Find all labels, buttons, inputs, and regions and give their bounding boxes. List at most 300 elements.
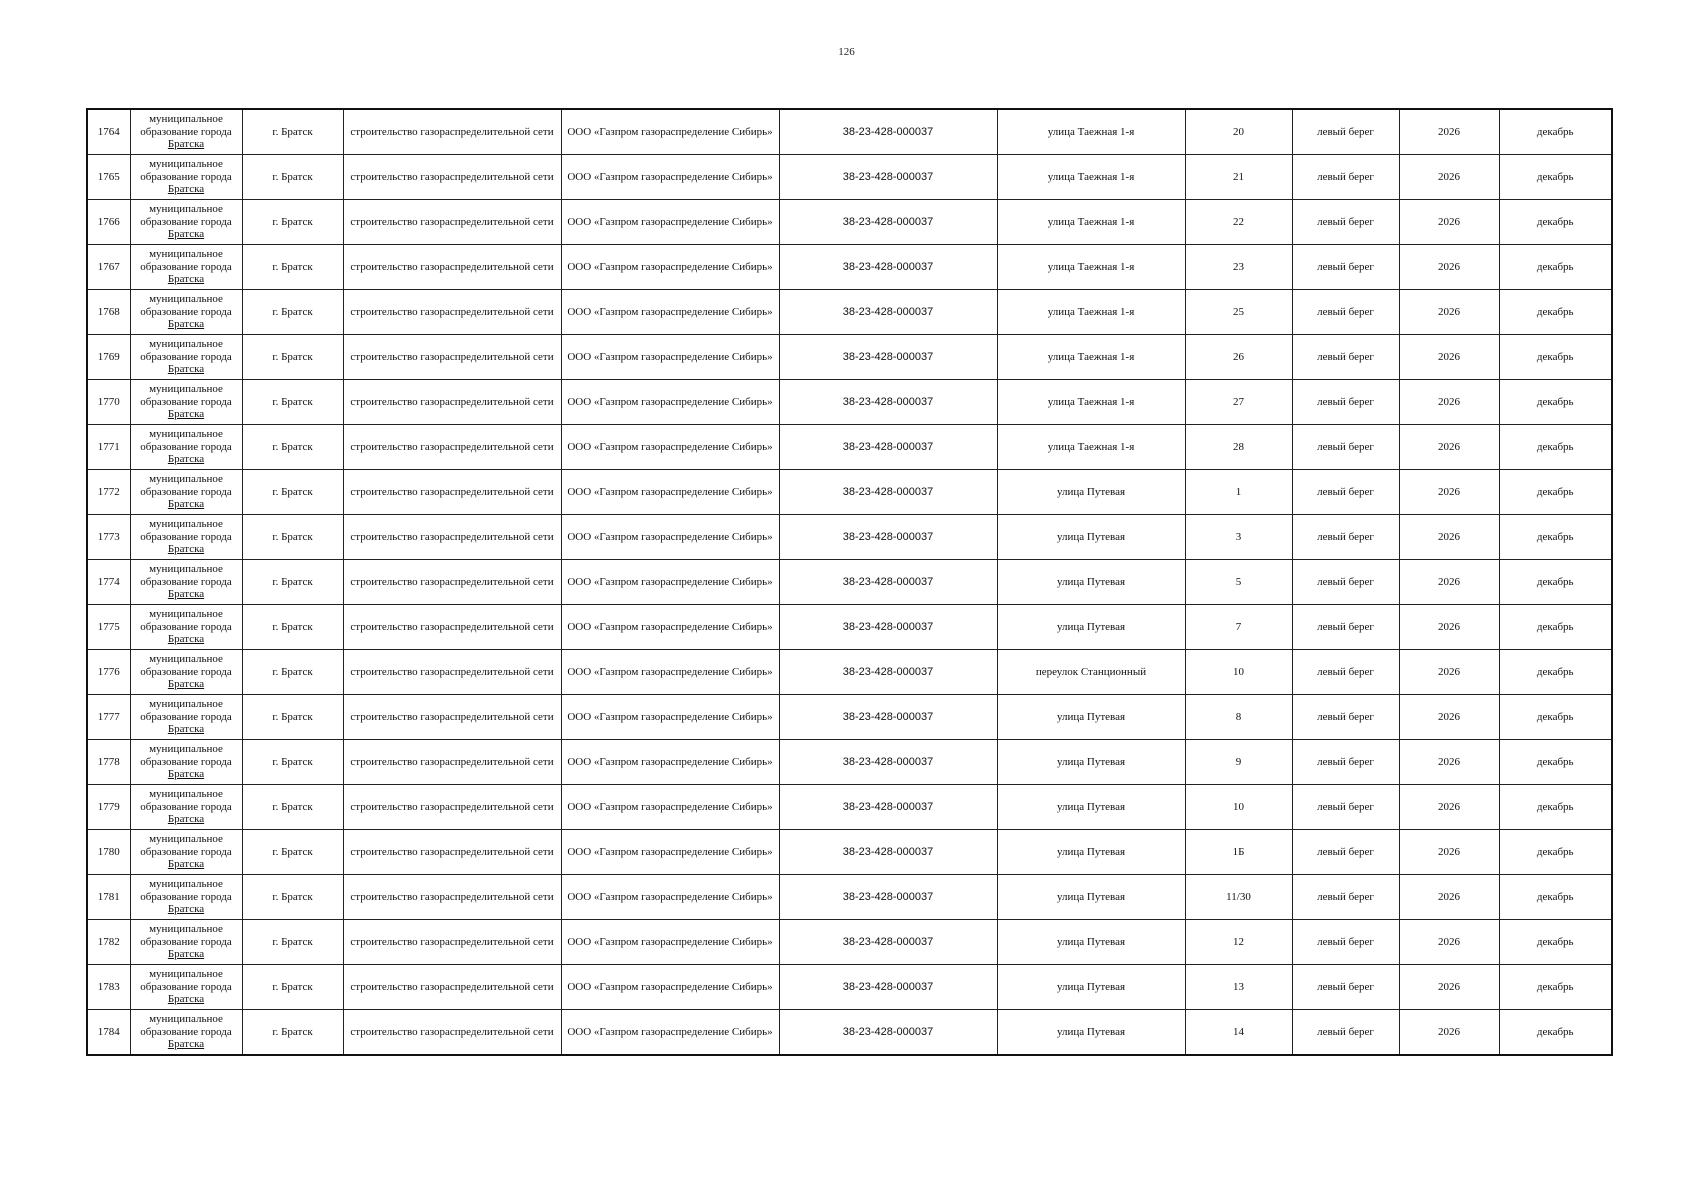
house-number-cell: 14 bbox=[1185, 1010, 1292, 1056]
municipality-cell bbox=[130, 740, 242, 785]
city-cell: г. Братск bbox=[242, 605, 343, 650]
city-cell: г. Братск bbox=[242, 290, 343, 335]
row-number-cell: 1784 bbox=[87, 1010, 130, 1056]
organization-cell: ООО «Газпром газораспределение Сибирь» bbox=[561, 245, 779, 290]
month-cell: декабрь bbox=[1499, 650, 1612, 695]
municipality-line: муниципальное bbox=[149, 383, 223, 396]
row-number-cell: 1782 bbox=[87, 920, 130, 965]
municipality-line: Братска bbox=[167, 723, 205, 736]
work-type-cell: строительство газораспределительной сети bbox=[343, 109, 561, 155]
year-cell: 2026 bbox=[1399, 1010, 1499, 1056]
object-code-cell: 38-23-428-000037 bbox=[779, 785, 997, 830]
work-type-cell: строительство газораспределительной сети bbox=[343, 650, 561, 695]
month-cell: декабрь bbox=[1499, 875, 1612, 920]
city-cell: г. Братск bbox=[242, 380, 343, 425]
street-cell: улица Таежная 1-я bbox=[997, 109, 1185, 155]
house-number-cell: 9 bbox=[1185, 740, 1292, 785]
schedule-table bbox=[86, 108, 1613, 1056]
municipality-line: Братска bbox=[167, 768, 205, 781]
municipality-cell bbox=[130, 335, 242, 380]
municipality-line: образование города bbox=[140, 755, 232, 768]
house-number-cell: 22 bbox=[1185, 200, 1292, 245]
year-cell: 2026 bbox=[1399, 245, 1499, 290]
object-code-cell: 38-23-428-000037 bbox=[779, 965, 997, 1010]
year-cell: 2026 bbox=[1399, 965, 1499, 1010]
object-code-cell: 38-23-428-000037 bbox=[779, 650, 997, 695]
row-number-cell: 1773 bbox=[87, 515, 130, 560]
street-cell: улица Таежная 1-я bbox=[997, 380, 1185, 425]
year-cell: 2026 bbox=[1399, 109, 1499, 155]
river-bank-cell: левый берег bbox=[1292, 740, 1399, 785]
house-number-cell: 10 bbox=[1185, 785, 1292, 830]
table-row bbox=[87, 109, 1612, 155]
organization-cell: ООО «Газпром газораспределение Сибирь» bbox=[561, 740, 779, 785]
house-number-cell: 26 bbox=[1185, 335, 1292, 380]
municipality-line: образование города bbox=[140, 665, 232, 678]
row-number-cell: 1777 bbox=[87, 695, 130, 740]
work-type-cell: строительство газораспределительной сети bbox=[343, 965, 561, 1010]
work-type-cell: строительство газораспределительной сети bbox=[343, 1010, 561, 1056]
municipality-line: муниципальное bbox=[149, 653, 223, 666]
river-bank-cell: левый берег bbox=[1292, 605, 1399, 650]
organization-cell: ООО «Газпром газораспределение Сибирь» bbox=[561, 155, 779, 200]
river-bank-cell: левый берег bbox=[1292, 650, 1399, 695]
city-cell: г. Братск bbox=[242, 875, 343, 920]
municipality-cell bbox=[130, 515, 242, 560]
month-cell: декабрь bbox=[1499, 335, 1612, 380]
table-row bbox=[87, 155, 1612, 200]
month-cell: декабрь bbox=[1499, 830, 1612, 875]
year-cell: 2026 bbox=[1399, 200, 1499, 245]
municipality-cell bbox=[130, 109, 242, 155]
organization-cell: ООО «Газпром газораспределение Сибирь» bbox=[561, 109, 779, 155]
municipality-line: муниципальное bbox=[149, 473, 223, 486]
river-bank-cell: левый берег bbox=[1292, 245, 1399, 290]
object-code-cell: 38-23-428-000037 bbox=[779, 245, 997, 290]
house-number-cell: 1Б bbox=[1185, 830, 1292, 875]
table-row bbox=[87, 560, 1612, 605]
municipality-line: образование города bbox=[140, 530, 232, 543]
organization-cell: ООО «Газпром газораспределение Сибирь» bbox=[561, 290, 779, 335]
city-cell: г. Братск bbox=[242, 740, 343, 785]
river-bank-cell: левый берег bbox=[1292, 200, 1399, 245]
street-cell: улица Путевая bbox=[997, 1010, 1185, 1056]
organization-cell: ООО «Газпром газораспределение Сибирь» bbox=[561, 515, 779, 560]
month-cell: декабрь bbox=[1499, 560, 1612, 605]
work-type-cell: строительство газораспределительной сети bbox=[343, 155, 561, 200]
object-code-cell: 38-23-428-000037 bbox=[779, 515, 997, 560]
municipality-cell bbox=[130, 695, 242, 740]
organization-cell: ООО «Газпром газораспределение Сибирь» bbox=[561, 200, 779, 245]
row-number-cell: 1768 bbox=[87, 290, 130, 335]
street-cell: переулок Станционный bbox=[997, 650, 1185, 695]
municipality-line: муниципальное bbox=[149, 203, 223, 216]
municipality-line: Братска bbox=[167, 183, 205, 196]
year-cell: 2026 bbox=[1399, 470, 1499, 515]
municipality-cell bbox=[130, 650, 242, 695]
month-cell: декабрь bbox=[1499, 605, 1612, 650]
organization-cell: ООО «Газпром газораспределение Сибирь» bbox=[561, 695, 779, 740]
municipality-line: муниципальное bbox=[149, 518, 223, 531]
year-cell: 2026 bbox=[1399, 830, 1499, 875]
object-code-cell: 38-23-428-000037 bbox=[779, 740, 997, 785]
year-cell: 2026 bbox=[1399, 290, 1499, 335]
house-number-cell: 13 bbox=[1185, 965, 1292, 1010]
year-cell: 2026 bbox=[1399, 695, 1499, 740]
month-cell: декабрь bbox=[1499, 1010, 1612, 1056]
municipality-line: образование города bbox=[140, 215, 232, 228]
municipality-cell bbox=[130, 875, 242, 920]
house-number-cell: 27 bbox=[1185, 380, 1292, 425]
work-type-cell: строительство газораспределительной сети bbox=[343, 875, 561, 920]
row-number-cell: 1769 bbox=[87, 335, 130, 380]
object-code-cell: 38-23-428-000037 bbox=[779, 290, 997, 335]
municipality-line: образование города bbox=[140, 260, 232, 273]
municipality-line: образование города bbox=[140, 620, 232, 633]
work-type-cell: строительство газораспределительной сети bbox=[343, 695, 561, 740]
house-number-cell: 8 bbox=[1185, 695, 1292, 740]
municipality-line: образование города bbox=[140, 125, 232, 138]
house-number-cell: 7 bbox=[1185, 605, 1292, 650]
organization-cell: ООО «Газпром газораспределение Сибирь» bbox=[561, 380, 779, 425]
river-bank-cell: левый берег bbox=[1292, 515, 1399, 560]
table-row bbox=[87, 875, 1612, 920]
municipality-line: муниципальное bbox=[149, 968, 223, 981]
table-row bbox=[87, 740, 1612, 785]
row-number-cell: 1770 bbox=[87, 380, 130, 425]
municipality-cell bbox=[130, 425, 242, 470]
work-type-cell: строительство газораспределительной сети bbox=[343, 920, 561, 965]
table-row bbox=[87, 605, 1612, 650]
work-type-cell: строительство газораспределительной сети bbox=[343, 245, 561, 290]
year-cell: 2026 bbox=[1399, 650, 1499, 695]
month-cell: декабрь bbox=[1499, 785, 1612, 830]
municipality-line: Братска bbox=[167, 858, 205, 871]
year-cell: 2026 bbox=[1399, 380, 1499, 425]
row-number-cell: 1774 bbox=[87, 560, 130, 605]
street-cell: улица Путевая bbox=[997, 515, 1185, 560]
street-cell: улица Таежная 1-я bbox=[997, 290, 1185, 335]
municipality-cell bbox=[130, 470, 242, 515]
house-number-cell: 20 bbox=[1185, 109, 1292, 155]
work-type-cell: строительство газораспределительной сети bbox=[343, 515, 561, 560]
municipality-line: образование города bbox=[140, 485, 232, 498]
table-row bbox=[87, 785, 1612, 830]
street-cell: улица Таежная 1-я bbox=[997, 245, 1185, 290]
municipality-cell bbox=[130, 155, 242, 200]
municipality-cell bbox=[130, 290, 242, 335]
municipality-line: муниципальное bbox=[149, 698, 223, 711]
river-bank-cell: левый берег bbox=[1292, 875, 1399, 920]
month-cell: декабрь bbox=[1499, 245, 1612, 290]
municipality-cell bbox=[130, 380, 242, 425]
work-type-cell: строительство газораспределительной сети bbox=[343, 335, 561, 380]
municipality-line: образование города bbox=[140, 170, 232, 183]
municipality-line: образование города bbox=[140, 350, 232, 363]
house-number-cell: 21 bbox=[1185, 155, 1292, 200]
municipality-line: образование города bbox=[140, 1025, 232, 1038]
organization-cell: ООО «Газпром газораспределение Сибирь» bbox=[561, 920, 779, 965]
month-cell: декабрь bbox=[1499, 515, 1612, 560]
table-row bbox=[87, 245, 1612, 290]
table-row bbox=[87, 200, 1612, 245]
municipality-line: образование города bbox=[140, 575, 232, 588]
object-code-cell: 38-23-428-000037 bbox=[779, 830, 997, 875]
municipality-line: Братска bbox=[167, 903, 205, 916]
river-bank-cell: левый берег bbox=[1292, 1010, 1399, 1056]
organization-cell: ООО «Газпром газораспределение Сибирь» bbox=[561, 560, 779, 605]
organization-cell: ООО «Газпром газораспределение Сибирь» bbox=[561, 650, 779, 695]
object-code-cell: 38-23-428-000037 bbox=[779, 605, 997, 650]
municipality-cell bbox=[130, 965, 242, 1010]
municipality-line: образование города bbox=[140, 845, 232, 858]
work-type-cell: строительство газораспределительной сети bbox=[343, 605, 561, 650]
municipality-line: муниципальное bbox=[149, 563, 223, 576]
city-cell: г. Братск bbox=[242, 155, 343, 200]
municipality-line: муниципальное bbox=[149, 1013, 223, 1026]
city-cell: г. Братск bbox=[242, 695, 343, 740]
year-cell: 2026 bbox=[1399, 605, 1499, 650]
city-cell: г. Братск bbox=[242, 109, 343, 155]
street-cell: улица Путевая bbox=[997, 605, 1185, 650]
municipality-line: Братска bbox=[167, 498, 205, 511]
object-code-cell: 38-23-428-000037 bbox=[779, 695, 997, 740]
work-type-cell: строительство газораспределительной сети bbox=[343, 200, 561, 245]
organization-cell: ООО «Газпром газораспределение Сибирь» bbox=[561, 425, 779, 470]
object-code-cell: 38-23-428-000037 bbox=[779, 380, 997, 425]
month-cell: декабрь bbox=[1499, 109, 1612, 155]
year-cell: 2026 bbox=[1399, 920, 1499, 965]
object-code-cell: 38-23-428-000037 bbox=[779, 470, 997, 515]
house-number-cell: 12 bbox=[1185, 920, 1292, 965]
municipality-cell bbox=[130, 245, 242, 290]
street-cell: улица Путевая bbox=[997, 470, 1185, 515]
work-type-cell: строительство газораспределительной сети bbox=[343, 425, 561, 470]
work-type-cell: строительство газораспределительной сети bbox=[343, 380, 561, 425]
city-cell: г. Братск bbox=[242, 965, 343, 1010]
municipality-line: Братска bbox=[167, 363, 205, 376]
work-type-cell: строительство газораспределительной сети bbox=[343, 740, 561, 785]
municipality-line: Братска bbox=[167, 993, 205, 1006]
year-cell: 2026 bbox=[1399, 335, 1499, 380]
page-number: 126 bbox=[838, 46, 855, 58]
municipality-line: образование города bbox=[140, 440, 232, 453]
row-number-cell: 1779 bbox=[87, 785, 130, 830]
municipality-line: муниципальное bbox=[149, 158, 223, 171]
organization-cell: ООО «Газпром газораспределение Сибирь» bbox=[561, 965, 779, 1010]
municipality-line: образование города bbox=[140, 980, 232, 993]
organization-cell: ООО «Газпром газораспределение Сибирь» bbox=[561, 785, 779, 830]
row-number-cell: 1781 bbox=[87, 875, 130, 920]
month-cell: декабрь bbox=[1499, 740, 1612, 785]
row-number-cell: 1772 bbox=[87, 470, 130, 515]
street-cell: улица Таежная 1-я bbox=[997, 200, 1185, 245]
month-cell: декабрь bbox=[1499, 470, 1612, 515]
year-cell: 2026 bbox=[1399, 785, 1499, 830]
row-number-cell: 1783 bbox=[87, 965, 130, 1010]
municipality-line: образование города bbox=[140, 305, 232, 318]
month-cell: декабрь bbox=[1499, 965, 1612, 1010]
municipality-cell bbox=[130, 605, 242, 650]
table-row bbox=[87, 830, 1612, 875]
municipality-line: муниципальное bbox=[149, 248, 223, 261]
year-cell: 2026 bbox=[1399, 740, 1499, 785]
row-number-cell: 1776 bbox=[87, 650, 130, 695]
table-row bbox=[87, 650, 1612, 695]
street-cell: улица Путевая bbox=[997, 830, 1185, 875]
city-cell: г. Братск bbox=[242, 785, 343, 830]
year-cell: 2026 bbox=[1399, 875, 1499, 920]
house-number-cell: 28 bbox=[1185, 425, 1292, 470]
table-row bbox=[87, 290, 1612, 335]
table-row bbox=[87, 515, 1612, 560]
municipality-line: Братска bbox=[167, 813, 205, 826]
row-number-cell: 1764 bbox=[87, 109, 130, 155]
object-code-cell: 38-23-428-000037 bbox=[779, 109, 997, 155]
work-type-cell: строительство газораспределительной сети bbox=[343, 560, 561, 605]
municipality-cell bbox=[130, 200, 242, 245]
city-cell: г. Братск bbox=[242, 335, 343, 380]
house-number-cell: 3 bbox=[1185, 515, 1292, 560]
river-bank-cell: левый берег bbox=[1292, 785, 1399, 830]
city-cell: г. Братск bbox=[242, 515, 343, 560]
object-code-cell: 38-23-428-000037 bbox=[779, 1010, 997, 1056]
city-cell: г. Братск bbox=[242, 245, 343, 290]
year-cell: 2026 bbox=[1399, 155, 1499, 200]
month-cell: декабрь bbox=[1499, 695, 1612, 740]
river-bank-cell: левый берег bbox=[1292, 335, 1399, 380]
month-cell: декабрь bbox=[1499, 425, 1612, 470]
table-row bbox=[87, 1010, 1612, 1056]
city-cell: г. Братск bbox=[242, 200, 343, 245]
municipality-line: Братска bbox=[167, 633, 205, 646]
river-bank-cell: левый берег bbox=[1292, 920, 1399, 965]
municipality-line: Братска bbox=[167, 678, 205, 691]
object-code-cell: 38-23-428-000037 bbox=[779, 200, 997, 245]
month-cell: декабрь bbox=[1499, 200, 1612, 245]
street-cell: улица Таежная 1-я bbox=[997, 155, 1185, 200]
object-code-cell: 38-23-428-000037 bbox=[779, 425, 997, 470]
river-bank-cell: левый берег bbox=[1292, 830, 1399, 875]
municipality-line: Братска bbox=[167, 408, 205, 421]
city-cell: г. Братск bbox=[242, 650, 343, 695]
municipality-line: Братска bbox=[167, 228, 205, 241]
river-bank-cell: левый берег bbox=[1292, 109, 1399, 155]
table-row bbox=[87, 965, 1612, 1010]
municipality-line: муниципальное bbox=[149, 878, 223, 891]
object-code-cell: 38-23-428-000037 bbox=[779, 335, 997, 380]
street-cell: улица Таежная 1-я bbox=[997, 335, 1185, 380]
month-cell: декабрь bbox=[1499, 290, 1612, 335]
city-cell: г. Братск bbox=[242, 470, 343, 515]
municipality-cell bbox=[130, 1010, 242, 1056]
municipality-line: Братска bbox=[167, 1038, 205, 1051]
municipality-line: Братска bbox=[167, 948, 205, 961]
municipality-line: муниципальное bbox=[149, 608, 223, 621]
municipality-line: муниципальное bbox=[149, 428, 223, 441]
river-bank-cell: левый берег bbox=[1292, 380, 1399, 425]
municipality-line: образование города bbox=[140, 395, 232, 408]
municipality-line: образование города bbox=[140, 935, 232, 948]
river-bank-cell: левый берег bbox=[1292, 560, 1399, 605]
table-body bbox=[87, 109, 1612, 1055]
municipality-line: муниципальное bbox=[149, 338, 223, 351]
house-number-cell: 5 bbox=[1185, 560, 1292, 605]
river-bank-cell: левый берег bbox=[1292, 470, 1399, 515]
municipality-line: муниципальное bbox=[149, 113, 223, 126]
city-cell: г. Братск bbox=[242, 920, 343, 965]
river-bank-cell: левый берег bbox=[1292, 290, 1399, 335]
municipality-line: Братска bbox=[167, 453, 205, 466]
municipality-cell bbox=[130, 560, 242, 605]
month-cell: декабрь bbox=[1499, 155, 1612, 200]
municipality-line: муниципальное bbox=[149, 743, 223, 756]
city-cell: г. Братск bbox=[242, 1010, 343, 1056]
city-cell: г. Братск bbox=[242, 560, 343, 605]
row-number-cell: 1767 bbox=[87, 245, 130, 290]
municipality-line: образование города bbox=[140, 710, 232, 723]
object-code-cell: 38-23-428-000037 bbox=[779, 920, 997, 965]
river-bank-cell: левый берег bbox=[1292, 965, 1399, 1010]
river-bank-cell: левый берег bbox=[1292, 155, 1399, 200]
municipality-line: муниципальное bbox=[149, 923, 223, 936]
street-cell: улица Путевая bbox=[997, 920, 1185, 965]
month-cell: декабрь bbox=[1499, 380, 1612, 425]
work-type-cell: строительство газораспределительной сети bbox=[343, 830, 561, 875]
table-row bbox=[87, 695, 1612, 740]
street-cell: улица Таежная 1-я bbox=[997, 425, 1185, 470]
municipality-cell bbox=[130, 785, 242, 830]
organization-cell: ООО «Газпром газораспределение Сибирь» bbox=[561, 470, 779, 515]
municipality-line: Братска bbox=[167, 318, 205, 331]
river-bank-cell: левый берег bbox=[1292, 425, 1399, 470]
organization-cell: ООО «Газпром газораспределение Сибирь» bbox=[561, 875, 779, 920]
street-cell: улица Путевая bbox=[997, 740, 1185, 785]
city-cell: г. Братск bbox=[242, 830, 343, 875]
row-number-cell: 1771 bbox=[87, 425, 130, 470]
house-number-cell: 11/30 bbox=[1185, 875, 1292, 920]
work-type-cell: строительство газораспределительной сети bbox=[343, 785, 561, 830]
row-number-cell: 1778 bbox=[87, 740, 130, 785]
street-cell: улица Путевая bbox=[997, 785, 1185, 830]
row-number-cell: 1765 bbox=[87, 155, 130, 200]
organization-cell: ООО «Газпром газораспределение Сибирь» bbox=[561, 830, 779, 875]
house-number-cell: 10 bbox=[1185, 650, 1292, 695]
street-cell: улица Путевая bbox=[997, 965, 1185, 1010]
municipality-line: Братска bbox=[167, 588, 205, 601]
organization-cell: ООО «Газпром газораспределение Сибирь» bbox=[561, 605, 779, 650]
table-row bbox=[87, 470, 1612, 515]
year-cell: 2026 bbox=[1399, 560, 1499, 605]
organization-cell: ООО «Газпром газораспределение Сибирь» bbox=[561, 1010, 779, 1056]
object-code-cell: 38-23-428-000037 bbox=[779, 875, 997, 920]
municipality-line: муниципальное bbox=[149, 833, 223, 846]
river-bank-cell: левый берег bbox=[1292, 695, 1399, 740]
street-cell: улица Путевая bbox=[997, 695, 1185, 740]
municipality-cell bbox=[130, 920, 242, 965]
table-row bbox=[87, 335, 1612, 380]
month-cell: декабрь bbox=[1499, 920, 1612, 965]
street-cell: улица Путевая bbox=[997, 560, 1185, 605]
municipality-line: образование города bbox=[140, 890, 232, 903]
work-type-cell: строительство газораспределительной сети bbox=[343, 470, 561, 515]
object-code-cell: 38-23-428-000037 bbox=[779, 560, 997, 605]
municipality-line: Братска bbox=[167, 273, 205, 286]
city-cell: г. Братск bbox=[242, 425, 343, 470]
row-number-cell: 1766 bbox=[87, 200, 130, 245]
municipality-line: муниципальное bbox=[149, 788, 223, 801]
municipality-line: Братска bbox=[167, 543, 205, 556]
